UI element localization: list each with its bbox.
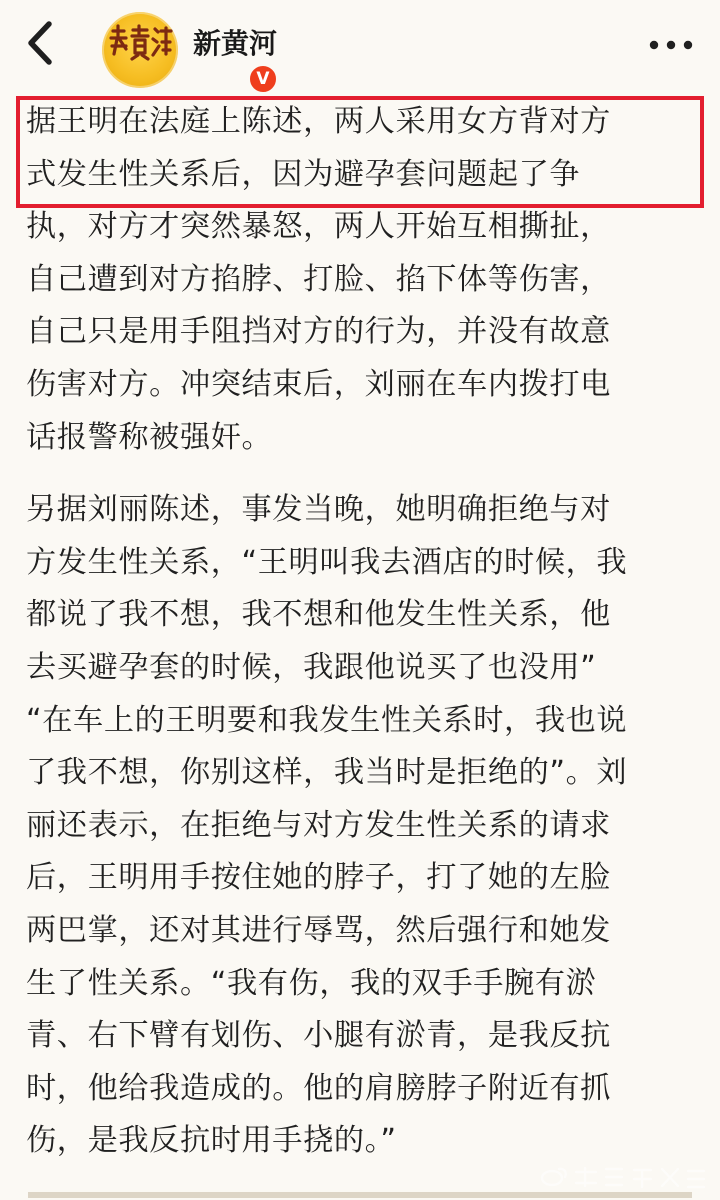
text-line: 青、右下臂有划伤、小腿有淤青，是我反抗 xyxy=(26,1018,611,1054)
back-chevron-icon[interactable] xyxy=(20,18,62,68)
text-line: 时，他给我造成的。他的肩膀脖子附近有抓 xyxy=(26,1070,611,1106)
text-line: 据王明在法庭上陈述，两人采用女方背对方 xyxy=(26,104,611,139)
text-line: 去买避孕套的时候，我跟他说买了也没用” xyxy=(26,649,597,685)
paragraph-liu-li-statement xyxy=(26,484,706,1168)
text-line: “在车上的王明要和我发生性关系时，我也说 xyxy=(26,702,628,738)
text-line: 伤，是我反抗时用手挠的。” xyxy=(26,1123,397,1159)
text-line: 自己只是用手阻挡对方的行为，并没有故意 xyxy=(26,314,611,350)
text-line: 方发生性关系，“王明叫我去酒店的时候，我 xyxy=(26,544,628,580)
text-line: 式发生性关系后，因为避孕套问题起了争 xyxy=(26,156,581,192)
text-line: 伤害对方。冲突结束后，刘丽在车内拨打电 xyxy=(26,366,611,402)
more-horizontal-icon[interactable] xyxy=(646,29,696,61)
weibo-watermark-icon xyxy=(538,1163,708,1191)
text-line: 丽还表示，在拒绝与对方发生性关系的请求 xyxy=(26,807,611,843)
text-line: 自己遭到对方掐脖、打脸、掐下体等伤害， xyxy=(26,261,611,297)
text-line: 执，对方才突然暴怒，两人开始互相撕扯， xyxy=(26,209,611,245)
text-line: 两巴掌，还对其进行辱骂，然后强行和她发 xyxy=(26,912,611,948)
verified-badge-icon: V xyxy=(248,64,278,94)
paragraph-wang-ming-statement xyxy=(26,96,706,464)
article-body xyxy=(26,96,706,1168)
paragraph-gap xyxy=(26,464,706,484)
text-line: 都说了我不想，我不想和他发生性关系，他 xyxy=(26,597,611,633)
bottom-divider xyxy=(28,1192,692,1198)
text-line: 话报警称被强奸。 xyxy=(26,419,273,455)
text-line: 生了性关系。“我有伤，我的双手手腕有淤 xyxy=(26,965,597,1001)
text-line: 后，王明用手按住她的脖子，打了她的左脸 xyxy=(26,860,611,896)
account-name[interactable]: 新黄河 xyxy=(193,27,278,60)
avatar-logo-image xyxy=(108,24,172,60)
text-line: 另据刘丽陈述，事发当晚，她明确拒绝与对 xyxy=(26,492,611,528)
article-header xyxy=(0,0,720,92)
text-line: 了我不想，你别这样，我当时是拒绝的”。刘 xyxy=(26,755,628,791)
